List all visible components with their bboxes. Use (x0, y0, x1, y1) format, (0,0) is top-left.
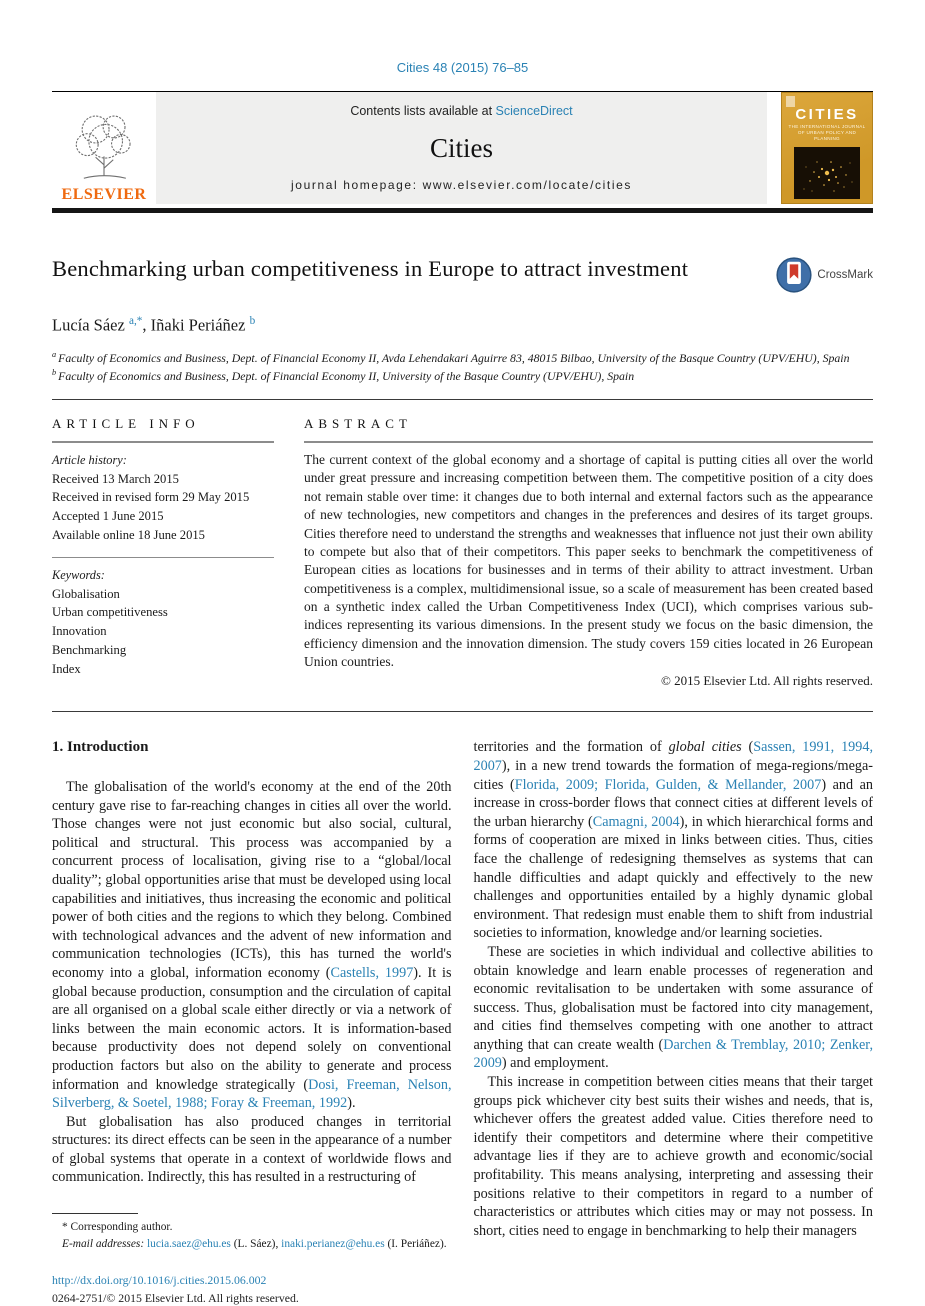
journal-article-page (0, 60, 925, 1306)
text-segment: The globalisation of the world's economy at the end of the 20th century gave rise to far-reaching changes in cities all over the world. Those changes were not just economic but also social, cultural, political and structural. This process was accompanied by a concurrent process of localisation, giving rise to a “global/local duality”; global opportunities arise that must be developed using local capabilities and initiatives, thus increasing the economic and political power of both cities and the regions to which they belong. Combined with technological advances and the advent of new information and communication technologies (ICTs), this has turned the world's economy into a global, information economy ( (52, 779, 452, 981)
text-segment: , Iñaki Periáñez (142, 315, 250, 335)
body-top-rule (52, 711, 873, 712)
text-segment: b (249, 315, 256, 327)
text-segment: ) and employment. (501, 1055, 609, 1072)
header-bottom-rule (52, 208, 873, 213)
keyword: Urban competitiveness (52, 605, 168, 620)
journal-header (52, 92, 873, 204)
journal-cover-thumbnail (781, 92, 873, 204)
text-segment: But globalisation has also produced changes in territorial structures: its direct effects can be seen in the appearance of a number of global systems that operate in a context of worldwide flows and communication. Indirectly, this has resulted in a restructuring of (52, 1113, 452, 1186)
text-segment: ). It is global because production, consumption and the circulation of capital are all organised on a global scale either directly or via a network of links between the main economic actors. It is information-based because productivity does not depend solely on conventional production factors but also on the ability to generate and process information and knowledge strategically ( (52, 964, 452, 1093)
text-segment: ( (741, 739, 754, 756)
text-segment: global cities (668, 739, 742, 756)
doi-block (52, 1273, 873, 1306)
citation-link[interactable]: Sassen, 1991, 1994, 2007 (473, 739, 873, 774)
article-history-label: Article history: (52, 453, 127, 468)
section-heading: 1. Introduction (52, 739, 149, 756)
article-info-heading: ARTICLE INFO (52, 416, 200, 432)
affiliation-sup: b (52, 367, 57, 377)
abstract-column (304, 412, 873, 689)
abstract-text: The current context of the global economy and a shortage of capital is putting cities all over the world under great pressure and increasing competition between them. The competitive position of a city does not remain stable over time: it changes due to both internal and external factors such as the appearance of new technologies, new competitors and changes in the preferences and desires of its target groups. Cities therefore need to understand the strengths and weaknesses that influence not just their own ability to compete but also that of their competitors. This paper seeks to benchmark the competitiveness of European cities as locations for businesses and in terms of their ability to attract investment. Urban competitiveness is a complex, multidimensional issue, so a scale of measurement has been created based on a synthetic index called the Urban Competitiveness Index (UCI), which comprises various sub-indices representing its various dimensions. In the present study we focus on the basic dimension, the efficiency dimension and the innovation dimension. The study covers 159 cities located in 26 European Union countries. (304, 452, 873, 670)
affiliation (52, 349, 873, 367)
body-paragraph (474, 738, 874, 943)
citation-link[interactable]: inaki.perianez@ehu.es (281, 1238, 385, 1251)
abstract-heading: ABSTRACT (304, 416, 412, 432)
affiliation (52, 367, 873, 385)
history-line: Available online 18 June 2015 (52, 528, 205, 543)
journal-title: Cities (429, 132, 493, 163)
text-segment: These are societies in which individual and collective abilities to obtain knowledge and learn enable processes of regeneration and economic revitalisation to be undertaken with some assurance of success. Thus, globalisation must be factored into city management, and cities find themselves competing with one another to attract anything that can create wealth ( (473, 943, 873, 1053)
journal-citation: Cities 48 (2015) 76–85 (396, 60, 529, 75)
divider (52, 441, 274, 443)
copyright-line: © 2015 Elsevier Ltd. All rights reserved. (660, 673, 873, 689)
affiliations (52, 349, 873, 386)
text-segment: (I. Periáñez). (384, 1238, 447, 1251)
body-paragraph (52, 778, 452, 1113)
crossmark-badge[interactable] (776, 257, 873, 293)
keyword: Innovation (52, 624, 107, 639)
keyword: Globalisation (52, 586, 120, 601)
divider (304, 441, 873, 443)
cover-title: CITIES (795, 106, 859, 123)
body-right-column (474, 738, 874, 1253)
text-segment: E-mail addresses: (62, 1238, 147, 1251)
citation-link[interactable]: Dosi, Freeman, Nelson, Silverberg, & Soetel, 1988; Foray & Freeman, 1992 (52, 1076, 452, 1112)
affiliation-text: Faculty of Economics and Business, Dept. of Financial Economy II, University of the Basque Country (UPV/EHU), Spain (58, 368, 635, 383)
contents-line (350, 104, 572, 118)
article-info-column (52, 412, 304, 689)
elsevier-tree-icon (62, 106, 146, 190)
text-segment: territories and the formation of (473, 739, 669, 756)
cover-publisher-badge (786, 96, 795, 107)
body-left-column (52, 738, 452, 1253)
body-paragraph (474, 1073, 874, 1240)
text-segment: (L. Sáez), (230, 1238, 282, 1251)
affiliation-sup: a (52, 349, 57, 359)
crossmark-icon (776, 257, 812, 293)
keywords-label: Keywords: (52, 568, 105, 583)
cover-city-lights-image (794, 147, 860, 199)
elsevier-logo (52, 92, 156, 204)
meta-top-rule (52, 399, 873, 400)
citation-link[interactable]: Darchen & Tremblay, 2010; Zenker, 2009 (473, 1036, 873, 1072)
history-line: Received 13 March 2015 (52, 471, 179, 486)
divider (52, 557, 274, 558)
footnote-block (52, 1213, 452, 1253)
affiliation-text: Faculty of Economics and Business, Dept. of Financial Economy II, Avda Lehendakari Aguirre 83, 48015 Bilbao, University of the Basque Country (UPV/EHU), Spain (58, 350, 850, 365)
journal-banner (156, 92, 767, 204)
elsevier-wordmark: ELSEVIER (61, 186, 147, 203)
crossmark-label: CrossMark (817, 269, 873, 281)
body-paragraph (474, 943, 874, 1073)
author-line (52, 315, 873, 336)
doi-link[interactable]: http://dx.doi.org/10.1016/j.cities.2015.06.002 (52, 1273, 267, 1288)
keyword: Index (52, 662, 81, 677)
journal-homepage-link[interactable]: journal homepage: www.elsevier.com/locate/cities (291, 178, 632, 192)
keyword: Benchmarking (52, 643, 127, 658)
text-segment: ) and an increase in cross-border flows that connect cities at different levels of the urban hierarchy ( (473, 776, 873, 830)
text-segment: ), in a new trend towards the formation of mega-regions/mega-cities ( (473, 757, 873, 793)
citation-link[interactable]: Florida, 2009; Florida, Gulden, & Mellander, 2007 (514, 776, 822, 793)
corresponding-author-note: * Corresponding author. (62, 1221, 173, 1234)
text-segment: ), in which hierarchical forms and forms of cooperation are mixed in links between cities. Thus, cities face the challenge of redesigning themselves as systems that can handle difficulties and adapt quickly and effectively to the new challenges and opportunities entailed by a highly dynamic global environment. That redesign must enable them to shift from industrial societies to information, knowledge and/or learning societies. (473, 813, 873, 942)
issn-copyright-line: 0264-2751/© 2015 Elsevier Ltd. All rights reserved. (52, 1291, 299, 1306)
history-line: Received in revised form 29 May 2015 (52, 490, 250, 505)
text-segment: ). (347, 1095, 356, 1112)
cover-subtitle: THE INTERNATIONAL JOURNAL OF URBAN POLICY AND PLANNING (788, 124, 866, 141)
text-segment: This increase in competition between cities means that their target groups pick whichever city best suits their wishes and needs, that is, whichever offers the greatest added value. Cities therefore need to identify their competitors and determine where their competitive advantage lies if they are to achieve growth and economic/social profitability. This means analysing, interpreting and assessing their positions relative to their competitors in regard to a number of characteristics or attributes which cities may or may not possess. In short, cities need to engage in benchmarking to help their managers (473, 1074, 873, 1239)
citation-link[interactable]: Camagni, 2004 (592, 813, 680, 830)
citation-link[interactable]: Castells, 1997 (330, 964, 414, 981)
text-segment: a,* (128, 315, 143, 327)
text-segment: Lucía Sáez (52, 315, 129, 335)
contents-line-text: Contents lists available at (350, 104, 496, 118)
body-paragraph (52, 1113, 452, 1187)
article-title: Benchmarking urban competitiveness in Europe to attract investment (52, 256, 689, 281)
email-addresses-note (52, 1236, 452, 1253)
history-line: Accepted 1 June 2015 (52, 509, 164, 524)
footnote-rule (52, 1213, 138, 1214)
citation-link[interactable]: lucia.saez@ehu.es (147, 1238, 231, 1251)
sciencedirect-link[interactable]: ScienceDirect (495, 104, 573, 118)
